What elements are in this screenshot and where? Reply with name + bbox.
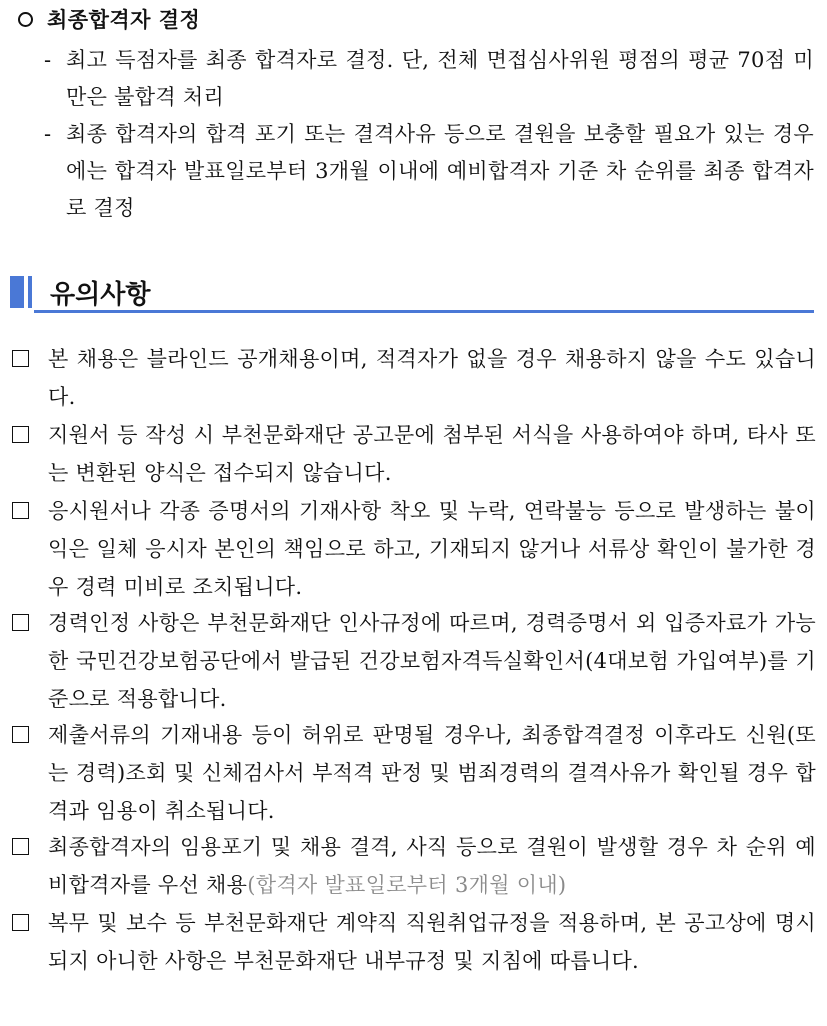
- notice-item: [10, 416, 816, 492]
- square-bullet-icon: [12, 426, 29, 443]
- notice-item-text: 응시원서나 각종 증명서의 기재사항 착오 및 누락, 연락불능 등으로 발생하는 불이익은 일체 응시자 본인의 책임으로 하고, 기재되지 않거나 서류상 확인이 불가한 경우 경력 미비로 조치됩니다.: [48, 499, 816, 599]
- notice-item: [10, 340, 816, 416]
- notice-item-text-wrap: [10, 828, 816, 904]
- notice-item: [10, 604, 816, 718]
- square-bullet-icon: [12, 726, 29, 743]
- notice-item: [10, 904, 816, 980]
- circle-bullet-icon: [18, 12, 33, 27]
- notice-item-text: 제출서류의 기재내용 등이 허위로 판명될 경우나, 최종합격결정 이후라도 신원(또는 경력)조회 및 신체검사서 부적격 판정 및 범죄경력의 결격사유가 확인될 경우 합격과 임용이 취소됩니다.: [48, 723, 816, 823]
- dash-bullet-icon: -: [44, 122, 52, 146]
- notice-section-header: [10, 272, 814, 314]
- notice-item-text: 최종합격자의 임용포기 및 채용 결격, 사직 등으로 결원이 발생할 경우 차 순위 예비합격자를 우선 채용: [48, 835, 816, 897]
- notice-item-note: (합격자 발표일로부터 3개월 이내): [247, 873, 567, 897]
- notice-item-text: 경력인정 사항은 부천문화재단 인사규정에 따르며, 경력증명서 외 입증자료가 가능한 국민건강보험공단에서 발급된 건강보험자격득실확인서(4대보험 가입여부)를 기준으로 적용합니다.: [48, 611, 816, 711]
- selection-item-text: 최종 합격자의 합격 포기 또는 결격사유 등으로 결원을 보충할 필요가 있는 경우에는 합격자 발표일로부터 3개월 이내에 예비합격자 기준 차 순위를 최종 합격자로 결정: [66, 122, 814, 220]
- square-bullet-icon: [12, 502, 29, 519]
- notice-item: [10, 716, 816, 830]
- notice-item-text: 지원서 등 작성 시 부천문화재단 공고문에 첨부된 서식을 사용하여야 하며, 타사 또는 변환된 양식은 접수되지 않습니다.: [48, 423, 816, 485]
- final-selection-heading: [18, 4, 200, 34]
- notice-title: 유의사항: [50, 280, 151, 310]
- dash-bullet-icon: -: [44, 48, 52, 72]
- square-bullet-icon: [12, 838, 29, 855]
- final-selection-heading-text: 최종합격자 결정: [47, 8, 201, 32]
- selection-item: [44, 116, 814, 227]
- notice-item: [10, 492, 816, 606]
- selection-item-text: 최고 득점자를 최종 합격자로 결정. 단, 전체 면접심사위원 평점의 평균 70점 미만은 불합격 처리: [66, 48, 814, 109]
- accent-bar-thin: [28, 276, 32, 308]
- notice-item-text: 복무 및 보수 등 부천문화재단 계약직 직원취업규정을 적용하며, 본 공고상에 명시되지 아니한 사항은 부천문화재단 내부규정 및 지침에 따릅니다.: [48, 911, 816, 973]
- notice-underline: [34, 310, 814, 313]
- selection-item: [44, 42, 814, 116]
- notice-item: [10, 828, 816, 904]
- square-bullet-icon: [12, 614, 29, 631]
- square-bullet-icon: [12, 350, 29, 367]
- accent-bar: [10, 276, 24, 308]
- square-bullet-icon: [12, 914, 29, 931]
- notice-item-text: 본 채용은 블라인드 공개채용이며, 적격자가 없을 경우 채용하지 않을 수도 있습니다.: [48, 347, 816, 409]
